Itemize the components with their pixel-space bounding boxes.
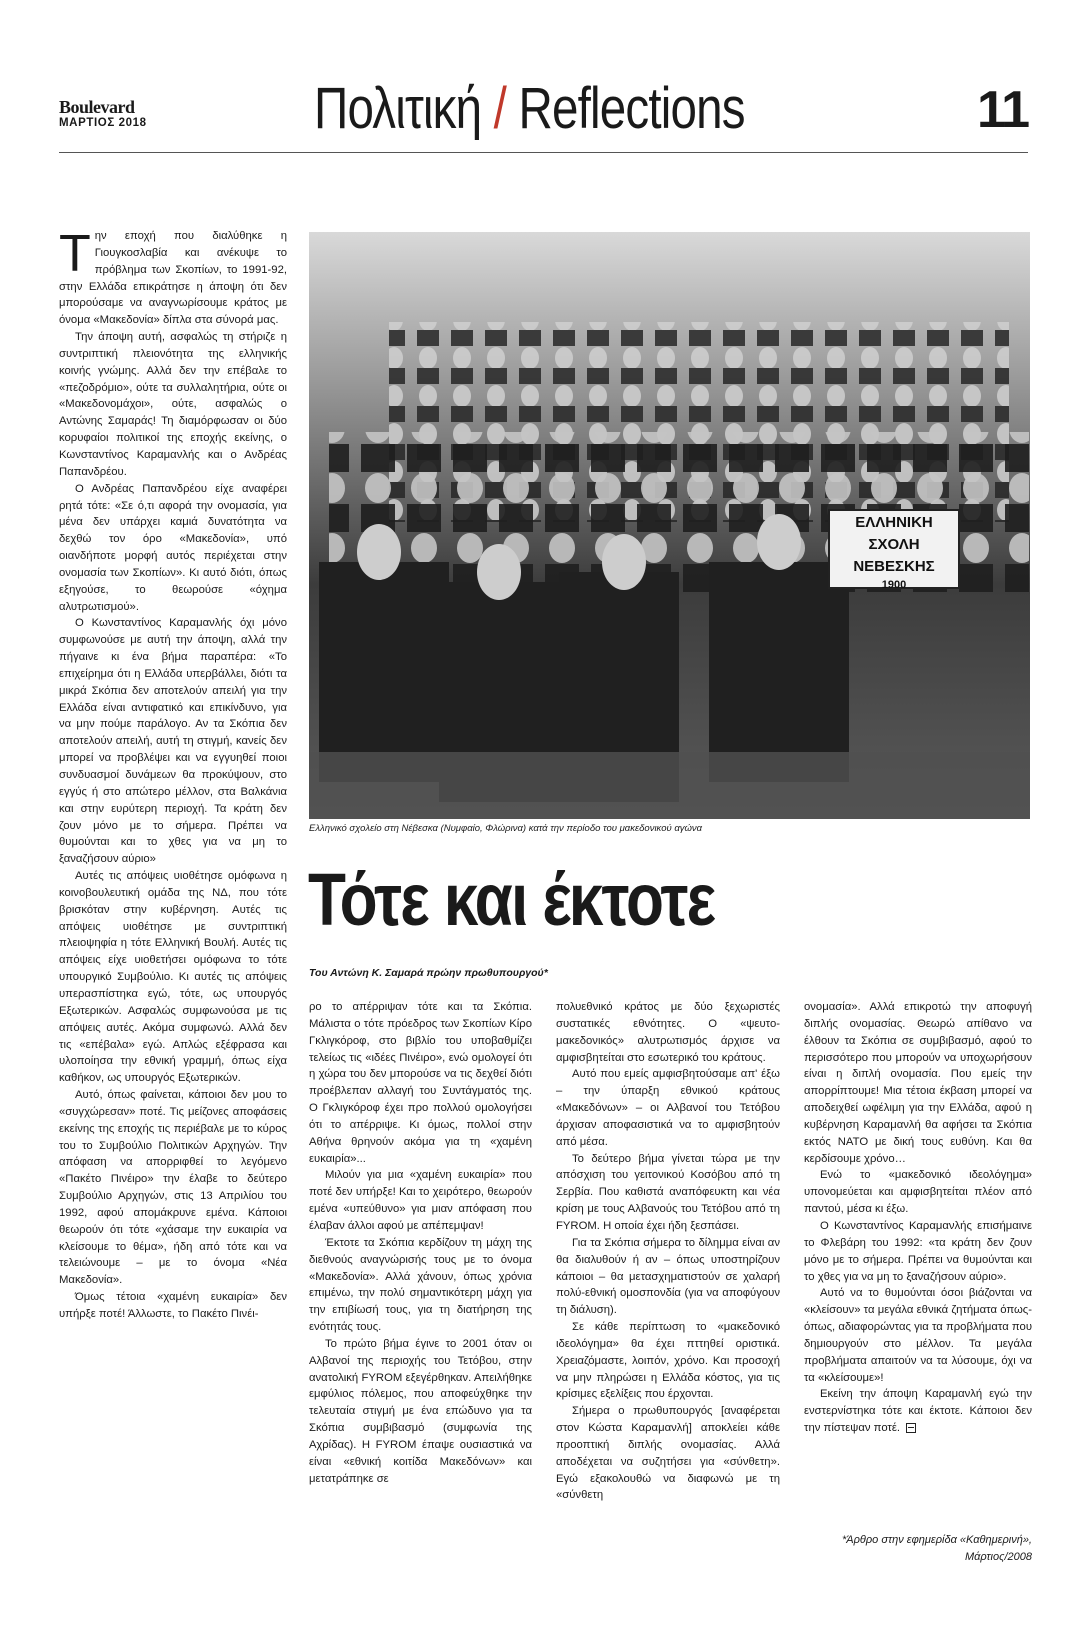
article-column-4 bbox=[804, 999, 1032, 1437]
publication-logo: Boulevard bbox=[59, 97, 135, 117]
article-paragraph: Ενώ το «μακεδονικό ιδεολόγημα» υπονομεύεται και αμφισβητείται πλέον από παντού, μέσα κι έξω. bbox=[804, 1169, 1032, 1216]
article-column-1 bbox=[59, 225, 287, 1323]
sign-line-2: ΝΕΒΕΣΚΗΣ bbox=[853, 558, 935, 575]
article-paragraph bbox=[59, 225, 287, 329]
article-paragraph: Αυτό, όπως φαίνεται, κάποιοι δεν μου το «συγχώρεσαν» ποτέ. Τις μείζονες αποφάσεις εκείνης της εποχής τις περιέβαλε με το κύρος του το Συμβούλιο Πολιτικών Αρχηγών. Την απόφαση να απορριφθεί το λεγόμενο «Πακέτο Πινέιρο» την έλαβε το δεύτερο Συμβούλιο Αρχηγών, στις 13 Απριλίου του 1992, αφού απομάκρυνε εμένα. Κάποιοι θεωρούν ότι τότε «χάσαμε την ευκαιρία να κλείσουμε το θέμα», ήδη από τότε και να τελειώνουμε – με το όνομα «Νέα Μακεδονία». bbox=[59, 1089, 287, 1287]
article-paragraph: Όμως τέτοια «χαμένη ευκαιρία» δεν υπήρξε ποτέ! Άλλωστε, το Πακέτο Πινέι- bbox=[59, 1291, 287, 1320]
section-title-slash: / bbox=[493, 76, 507, 141]
article-headline: Τότε και έκτοτε bbox=[308, 858, 715, 941]
article-paragraph: Σήμερα ο πρωθυπουργός [αναφέρεται στον Κώστα Καραμανλή] αποκλείει κάθε προοπτική διπλής ονομασίας. Αλλά αποδέχεται να συζητήσει για «σύνθετη». Εγώ εξακολουθώ να διαφωνώ με τη «σύνθετη bbox=[556, 1405, 780, 1502]
header-rule bbox=[59, 152, 1028, 153]
section-title bbox=[314, 74, 745, 144]
sign-line-1: ΕΛΛΗΝΙΚΗ ΣΧΟΛΗ bbox=[855, 514, 933, 553]
article-paragraph: Για τα Σκόπια σήμερα το δίλημμα είναι αν θα διαλυθούν ή αν – όπως υποστηρίζουν κάποιοι – θα μετασχηματιστούν σε χαλαρή πολύ-εθνική ομοσπονδία (για να αποφύγουν τη διάλυση). bbox=[556, 1236, 780, 1317]
article-column-3 bbox=[556, 999, 780, 1504]
paragraph-text: Εκείνη την άποψη Καραμανλή εγώ την ενστερνίστηκα τότε και έκτοτε. Κάποιοι δεν την πίστεψαν ποτέ. bbox=[804, 1388, 1032, 1435]
drop-cap: Τ bbox=[59, 225, 91, 283]
section-title-english: Reflections bbox=[518, 76, 745, 141]
historic-school-photo bbox=[309, 232, 1030, 819]
article-paragraph: ρο το απέρριψαν τότε και τα Σκόπια. Μάλιστα ο τότε πρόεδρος των Σκοπίων Κίρο Γκλιγκόροφ, στο βιβλίο του υποβαθμίζει τελείως τις «ιδέες Πινέιρο», ενώ ομολογεί ότι η χώρα του δεν μπορούσε να τις δεχθεί διότι προέβλεπαν αλλαγή του Συντάγματός της. Ο Γκλιγκόροφ έχει προ πολλού ομολογήσει ότι το απέρριψε. Κι όμως, πολλοί στην Αθήνα θρηνούν ακόμα για τη «χαμένη ευκαιρία»... bbox=[309, 1001, 532, 1165]
article-paragraph: Το δεύτερο βήμα γίνεται τώρα με την απόσχιση του γειτονικού Κοσόβου από τη Σερβία. Που καθιστά αναπόφευκτη και νέα κρίση με τους Αλβανούς του Τετόβου από τη FYROM. Η οποία έχει ήδη ξεσπάσει. bbox=[556, 1152, 780, 1232]
article-paragraph: Σε κάθε περίπτωση το «μακεδονικό ιδεολόγημα» θα έχει πττηθεί οριστικά. Χρειαζόμαστε, λοιπόν, χρόνο. Και προσοχή να μην πληρώσει η Ελλάδα κόστος, για τις κρίσιμες εξελίξεις που έρχονται. bbox=[556, 1321, 780, 1401]
article-byline: Του Αντώνη Κ. Σαμαρά πρώην πρωθυπουργού* bbox=[309, 967, 548, 979]
section-title-greek: Πολιτική bbox=[314, 76, 482, 141]
end-of-article-icon bbox=[906, 1423, 916, 1433]
sign-year: 1900 bbox=[881, 579, 907, 591]
article-paragraph bbox=[804, 1386, 1032, 1437]
article-paragraph: Την άποψη αυτή, ασφαλώς τη στήριζε η συντριπτική πλειονότητα της ελληνικής κοινής γνώμης. Αλλά δεν την επέβαλε το «πεζοδρόμιο», ούτε τα συλλαλητήρια, ούτε οι «Μακεδονομάχοι», ούτε, ασφαλώς ο Αντώνης Σαμαράς! Τη διαμόρφωσαν οι δύο κορυφαίοι πολιτικοί της εποχής εκείνης, ο Κωνσταντίνος Καραμανλής και ο Ανδρέας Παπανδρέου. bbox=[59, 331, 287, 478]
issue-date: ΜΑΡΤΙΟΣ 2018 bbox=[59, 117, 147, 129]
article-paragraph: ονομασία». Αλλά επικροτώ την αποφυγή διπλής ονομασίας. Θεωρώ απίθανο να έλθουν τα Σκόπια σε συμβιβασμό, αφού το περισσότερο που μπορούν να υποχωρήσουν είναι η διπλή ονομασία. Που εμείς την απορρίπτουμε! Μια τέτοια έκβαση μπορεί να αποδειχθεί ωφέλιμη για την Ελλάδα, αφού η κυβέρνηση Καραμανλή θα αφήσει τα Σκόπια εκτός ΝΑΤΟ με δική τους ευθύνη. Και θα κερδίσουμε χρόνο… bbox=[804, 1001, 1032, 1165]
article-paragraph: Αυτό που εμείς αμφισβητούσαμε απ' έξω – την ύπαρξη εθνικού κράτους «Μακεδόνων» – οι Αλβανοί του Τετόβου άρχισαν αποφασιστικά να το αμφισβητούν από μέσα. bbox=[556, 1068, 780, 1148]
article-paragraph: Έκτοτε τα Σκόπια κερδίζουν τη μάχη της διεθνούς αναγνώρισής τους με το όνομα «Μακεδονία». Αλλά χάνουν, όπως χρόνια επιμένω, την πολύ σημαντικότερη μάχη για την επιβίωσή τους, για τη διατήρηση της ενότητάς τους. bbox=[309, 1236, 532, 1334]
page-number: 11 bbox=[977, 81, 1028, 139]
article-paragraph: Μιλούν για μια «χαμένη ευκαιρία» που ποτέ δεν υπήρξε! Και το χειρότερο, θεωρούν εμένα «υπεύθυνο» για μιαν απόφαση που έλαβαν άλλοι αφού με απέπεμψαν! bbox=[309, 1169, 532, 1232]
article-paragraph: Ο Ανδρέας Παπανδρέου είχε αναφέρει ρητά τότε: «Σε ό,τι αφορά την ονομασία, για μένα δεν υπάρχει καμιά δυνατότητα να δεχθώ τον όρο «Μακεδονία», υπό οιανδήποτε μορφή αυτός περιέχεται στην ονομασία των Σκοπίων». Κι αυτό διότι, όπως εξηγούσε, το θεωρούσε «όχημα αλυτρωτισμού». bbox=[59, 482, 287, 613]
article-paragraph: Το πρώτο βήμα έγινε το 2001 όταν οι Αλβανοί της περιοχής του Τετόβου, στην ανατολική FYROM εξεγέρθηκαν. Απειλήθηκε εμφύλιος πόλεμος, που αποφεύχθηκε την τελευταία στιγμή με ένα επώδυνο για τα Σκόπια συμβιβασμό (συμφωνία της Αχρίδας). Η FYROM έπαψε ουσιαστικά να είναι «εθνική κοιτίδα Μακεδόνων» και μετατράπηκε σε bbox=[309, 1337, 532, 1485]
article-paragraph: Αυτές τις απόψεις υιοθέτησε ομόφωνα η κοινοβουλευτική ομάδα της ΝΔ, που τότε βρισκόταν στην κυβέρνηση. Αυτές τις απόψεις υιοθέτησε με συντριπτική πλειοψηφία η τότε Ελληνική Βουλή. Αυτές τις απόψεις είχε υιοθετήσει ομόφωνα το τότε υπουργικό Συμβούλιο. Κι αυτές τις απόψεις υπερασπίστηκα εγώ, τότε, ως υπουργός Εξωτερικών. Ασφαλώς συμφωνούσα με τις απόψεις αυτές. Ακόμα συμφωνώ. Αλλά δεν τις «επέβαλα» εγώ. Απλώς εξέφρασα και υλοποίησα την εθνική γραμμή, όπως είχα καθήκον, ως υπουργός Εξωτερικών. bbox=[59, 870, 287, 1085]
article-column-2 bbox=[309, 999, 532, 1487]
article-footnote: *Άρθρο στην εφημερίδα «Καθημερινή», Μάρτιος/2008 bbox=[842, 1534, 1032, 1563]
article-paragraph: Ο Κωνσταντίνος Καραμανλής όχι μόνο συμφωνούσε με αυτή την άποψη, αλλά την πήγαινε κι ένα βήμα παραπέρα: «Το επιχείρημα ότι η Ελλάδα υπερβάλλει, διότι τα μικρά Σκόπια δεν αποτελούν απειλή για την Ελλάδα είναι αντιφατικό και επικίνδυνο, για να μην πούμε παράλογο. Αν τα Σκόπια δεν αποτελούν απειλή, αυτή τη στιγμή, κανείς δεν μπορεί να προβλέψει και να εγγυηθεί ποιοι συνδυασμοί δυνάμεων θα προκύψουν, στο εγγύς ή στο απώτερο μέλλον, στα Βαλκάνια και στην ευρύτερη περιοχή. Τα κράτη δεν ζουν μόνο με το σήμερα. Πρέπει να θυμούνται και το χθες για να μη το ξαναζήσουν αύριο» bbox=[59, 617, 287, 866]
article-paragraph: πολυεθνικό κράτος με δύο ξεχωριστές συστατικές εθνότητες. Ο «ψευτο-μακεδονικός» αλυτρωτισμός άρχισε να αμφισβητείται στο εσωτερικό του κράτους. bbox=[556, 1001, 780, 1064]
school-sign-text bbox=[829, 512, 959, 592]
article-paragraph: Ο Κωνσταντίνος Καραμανλής επισήμαινε το Φλεβάρη του 1992: «τα κράτη δεν ζουν μόνο με το σήμερα. Πρέπει να θυμούνται και το χθες για να μη το ξαναζήσουν αύριο». bbox=[804, 1219, 1032, 1283]
photo-caption: Ελληνικό σχολείο στη Νέβεσκα (Νυμφαίο, Φλώρινα) κατά την περίοδο του μακεδονικού αγώνα bbox=[309, 823, 703, 834]
paragraph-text: ην εποχή που διαλύθηκε η Γιουγκοσλαβία και ανέκυψε το πρόβλημα των Σκοπίων, το 1991-92, στην Ελλάδα επικράτησε η άποψη ότι δεν μπορούσαμε να αναγνωρίσουμε κράτος με όνομα «Μακεδονία» δίπλα στα σύνορά μας. bbox=[59, 230, 287, 327]
article-paragraph: Αυτό να το θυμούνται όσοι βιάζονται να «κλείσουν» τα μεγάλα εθνικά ζητήματα όπως-όπως, αδιαφορώντας για τα προβλήματα που δημιουργούν στο μέλλον. Τα μεγάλα προβλήματα απαιτούν να τα λύσουμε, όχι να τα «κλείσουμε»! bbox=[804, 1287, 1032, 1384]
